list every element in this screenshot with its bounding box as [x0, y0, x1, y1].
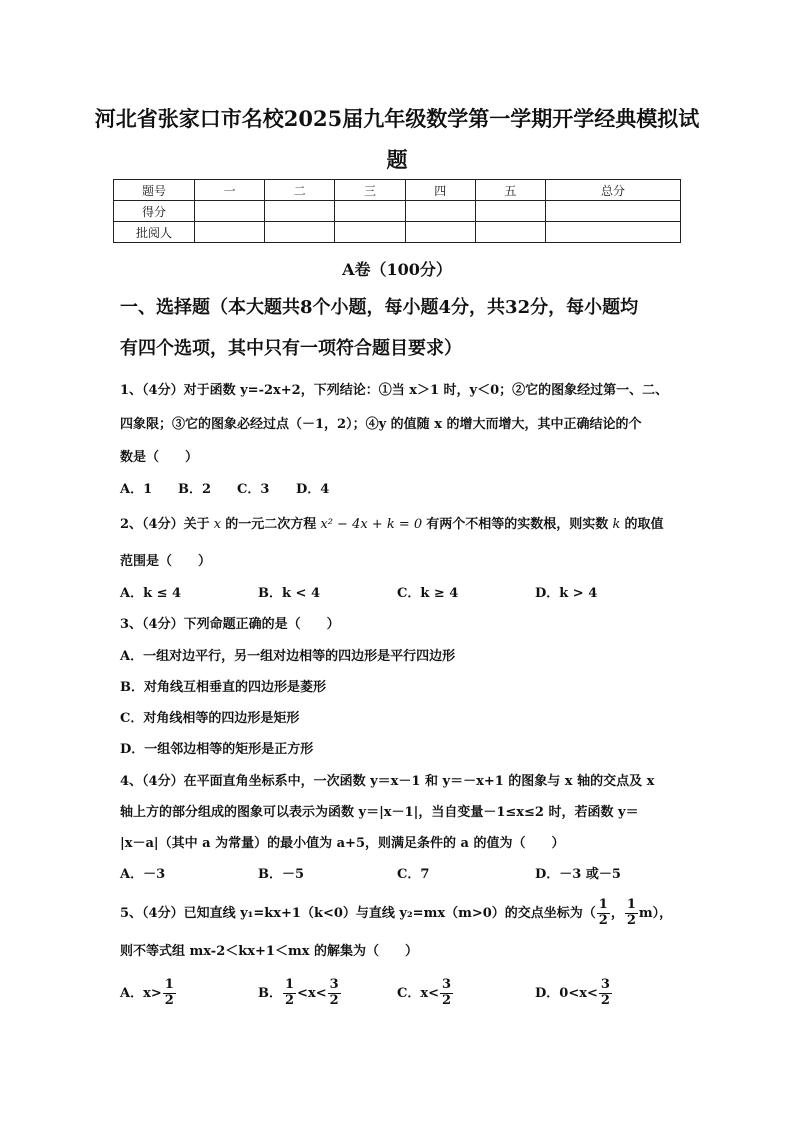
- q1-line3: 数是（ ）: [120, 450, 199, 465]
- q2-text-a: 2、（4分）关于: [120, 517, 210, 532]
- q5-fraction-half: [597, 898, 610, 929]
- fraction-numerator: 3: [442, 977, 452, 992]
- q3-option-a: A．一组对边平行，另一组对边相等的四边形是平行四边形: [120, 649, 456, 664]
- q5-fraction-half-m: [625, 898, 638, 929]
- q5-option-b: [258, 978, 342, 1009]
- q2-option-d: D．k > 4: [535, 586, 598, 601]
- score-table-header-cell: 一: [195, 180, 265, 201]
- q2-option-c: C．k ≥ 4: [397, 586, 459, 601]
- q4-option-c: C．7: [397, 867, 430, 882]
- fraction-numerator: 1: [164, 977, 174, 992]
- q1-option-d: D．4: [296, 482, 330, 497]
- q5-line2: 则不等式组 mx-2＜kx+1＜mx 的解集为（ ）: [120, 944, 418, 959]
- q5-option-c-fraction: [440, 978, 453, 1009]
- q2-text-b: 的一元二次方程: [225, 517, 317, 532]
- q2-text-d: 的取值: [624, 517, 664, 532]
- score-table-header-cell: 三: [335, 180, 405, 201]
- fraction-denominator: 2: [442, 992, 452, 1008]
- q5-option-d-text: D．0<x<: [535, 985, 598, 1001]
- section1-heading-line1: 一、选择题（本大题共8个小题，每小题4分，共32分，每小题均: [120, 297, 639, 318]
- fraction-numerator: 1: [626, 897, 636, 912]
- fraction-numerator: 3: [600, 977, 610, 992]
- q2-var-x: x: [213, 517, 222, 532]
- q5-option-a-text: A．x>: [120, 985, 162, 1001]
- q5-option-b-mid: <x<: [297, 985, 327, 1001]
- q5-option-d: [535, 978, 613, 1009]
- q4-option-a: A．－3: [120, 867, 166, 882]
- score-cell: [195, 201, 265, 222]
- page-title: 河北省张家口市名校2025届九年级数学第一学期开学经典模拟试: [94, 106, 700, 131]
- score-cell: [265, 201, 335, 222]
- q5-text-a: 5、（4分）已知直线 y₁=kx+1（k<0）与直线 y₂=mx（m>0）的交点坐标为（: [120, 905, 596, 921]
- q5-option-c: [397, 978, 454, 1009]
- q4-line3: |x－a|（其中 a 为常量）的最小值为 a+5，则满足条件的 a 的值为（ ）: [120, 836, 565, 851]
- q5-option-b-text: B．: [258, 985, 282, 1001]
- q1-option-c: C．3: [237, 482, 270, 497]
- section-a-heading: A卷（100分）: [342, 260, 452, 279]
- q4-option-d: D．－3 或－5: [535, 867, 621, 882]
- fraction-numerator: 1: [285, 977, 295, 992]
- q5-option-a: [120, 978, 177, 1009]
- fraction-numerator: 1: [598, 897, 608, 912]
- score-cell: [475, 201, 545, 222]
- score-table-header-cell: 五: [475, 180, 545, 201]
- score-table-header-cell: 四: [405, 180, 475, 201]
- grader-cell: [405, 222, 475, 243]
- grader-row-label: 批阅人: [114, 222, 195, 243]
- page-title-continued: 题: [386, 147, 408, 172]
- grader-cell: [335, 222, 405, 243]
- score-table-row-score: [114, 201, 681, 222]
- score-cell: [546, 201, 681, 222]
- grader-cell: [265, 222, 335, 243]
- score-cell: [335, 201, 405, 222]
- fraction-denominator: 2: [598, 912, 608, 928]
- score-table-header-cell: 题号: [114, 180, 195, 201]
- q2-line2: 范围是（ ）: [120, 554, 212, 569]
- q5-text-c: m），: [638, 905, 673, 921]
- score-table-header-row: [114, 180, 681, 201]
- q4-option-b: B．－5: [258, 867, 305, 882]
- grader-cell: [475, 222, 545, 243]
- q5-option-a-fraction: [163, 978, 176, 1009]
- q2-equation: x² − 4x + k = 0: [320, 517, 423, 532]
- section1-heading-line2: 有四个选项，其中只有一项符合题目要求）: [120, 338, 462, 359]
- q3-stem: 3、（4分）下列命题正确的是（ ）: [120, 617, 340, 632]
- score-table-row-grader: [114, 222, 681, 243]
- fraction-denominator: 2: [329, 992, 339, 1008]
- fraction-numerator: 3: [329, 977, 339, 992]
- score-table-header-cell: 总分: [546, 180, 681, 201]
- grader-cell: [546, 222, 681, 243]
- q2-option-a: A．k ≤ 4: [120, 586, 182, 601]
- q5-text-b: ，: [610, 905, 624, 921]
- grader-cell: [195, 222, 265, 243]
- q2-option-b: B．k < 4: [258, 586, 320, 601]
- q1-line2: 四象限；③它的图象必经过点（－1，2）；④y 的值随 x 的增大而增大，其中正确结论的个: [120, 417, 642, 432]
- q1-line1: 1、（4分）对于函数 y=-2x+2，下列结论：①当 x＞1 时，y＜0；②它的图象经过第一、二、: [120, 383, 669, 398]
- score-row-label: 得分: [114, 201, 195, 222]
- q5-option-d-fraction: [599, 978, 612, 1009]
- score-table-header-cell: 二: [265, 180, 335, 201]
- q2-line1: [120, 518, 663, 531]
- q3-option-b: B．对角线互相垂直的四边形是菱形: [120, 680, 326, 695]
- score-cell: [405, 201, 475, 222]
- q4-line2: 轴上方的部分组成的图象可以表示为函数 y＝|x－1|，当自变量－1≤x≤2 时，若函数 y＝: [120, 805, 639, 820]
- fraction-denominator: 2: [600, 992, 610, 1008]
- q4-line1: 4、（4分）在平面直角坐标系中，一次函数 y＝x－1 和 y＝－x+1 的图象与 x 轴的交点及 x: [120, 774, 655, 789]
- q5-option-b-fraction-high: [328, 978, 341, 1009]
- q3-option-c: C．对角线相等的四边形是矩形: [120, 711, 300, 726]
- fraction-denominator: 2: [285, 992, 295, 1008]
- q1-option-b: B．2: [178, 482, 212, 497]
- q2-var-k: k: [612, 517, 621, 532]
- fraction-denominator: 2: [626, 912, 636, 928]
- q5-option-b-fraction-low: [283, 978, 296, 1009]
- q2-text-c: 有两个不相等的实数根，则实数: [426, 517, 609, 532]
- q3-option-d: D．一组邻边相等的矩形是正方形: [120, 742, 314, 757]
- score-table: [113, 179, 681, 243]
- q5-line1: [120, 898, 672, 929]
- q5-option-c-text: C．x<: [397, 985, 439, 1001]
- fraction-denominator: 2: [164, 992, 174, 1008]
- q1-option-a: A．1: [120, 482, 153, 497]
